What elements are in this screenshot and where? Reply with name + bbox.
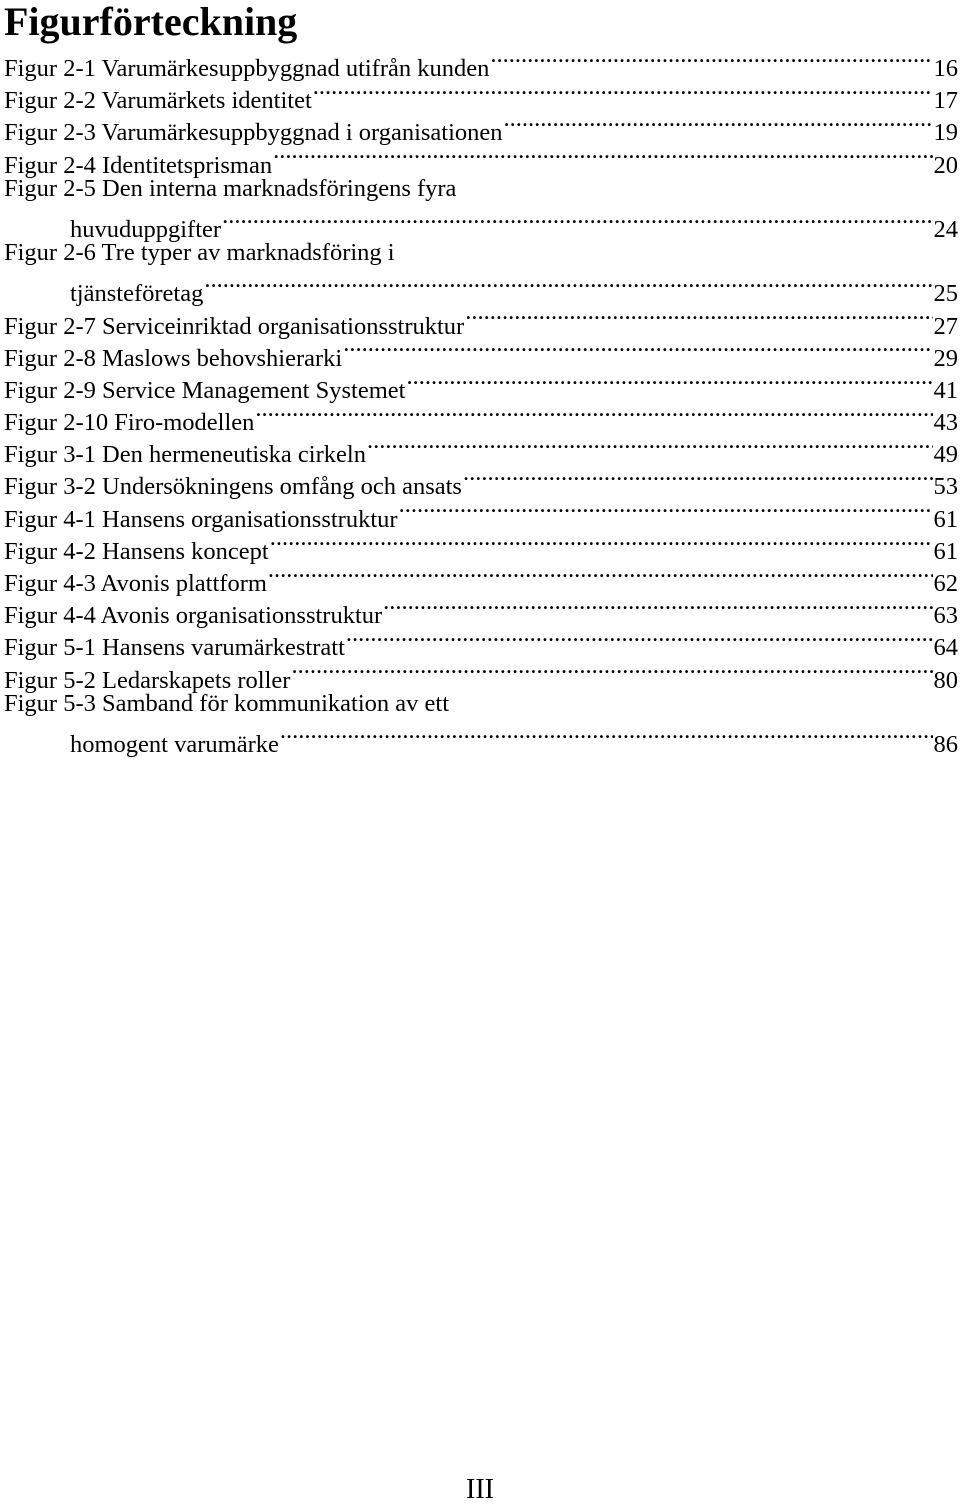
- toc-entry: [4, 44, 958, 82]
- dot-leader: [291, 656, 932, 688]
- entry-label-continuation: huvuduppgifter: [70, 215, 222, 243]
- dot-leader: [383, 591, 932, 623]
- toc-entry-first-line: [4, 688, 958, 720]
- entry-page-number: 41: [933, 376, 958, 404]
- entry-page-number: 29: [933, 344, 958, 372]
- toc-entry-first-line: [4, 173, 958, 205]
- dot-leader: [346, 623, 933, 655]
- entry-page-number: 43: [933, 409, 958, 437]
- page-title: Figurförteckning: [4, 0, 298, 44]
- entry-page-number: 49: [933, 441, 958, 469]
- entry-label: Figur 2-3 Varumärkesuppbyggnad i organisationen: [4, 119, 503, 147]
- dot-leader: [504, 108, 933, 140]
- entry-label: Figur 2-1 Varumärkesuppbyggnad utifrån kunden: [4, 55, 490, 82]
- entry-page-number: 86: [933, 730, 958, 758]
- toc-entry-continuation: [4, 720, 958, 758]
- entry-label: Figur 4-3 Avonis plattform: [4, 570, 267, 597]
- dot-leader: [490, 44, 932, 76]
- toc-entry-continuation: [4, 269, 958, 308]
- entry-page-number: 53: [933, 473, 958, 501]
- entry-page-number: 61: [933, 537, 958, 565]
- entry-page-number: 16: [933, 55, 958, 82]
- entry-page-number: 20: [933, 151, 958, 179]
- entry-page-number: 61: [933, 505, 958, 533]
- entry-page-number: 27: [933, 312, 958, 340]
- entry-page-number: 24: [933, 215, 958, 243]
- dot-leader: [222, 205, 932, 237]
- entry-label: Figur 4-1 Hansens organisationsstruktur: [4, 505, 398, 533]
- dot-leader: [463, 462, 933, 494]
- entry-page-number: 19: [933, 119, 958, 147]
- dot-leader: [367, 430, 933, 462]
- page-folio: III: [466, 1474, 494, 1505]
- entry-label: Figur 2-6 Tre typer av marknadsföring i: [4, 239, 395, 267]
- dot-leader: [343, 334, 932, 366]
- dot-leader: [280, 720, 933, 752]
- dot-leader: [313, 76, 933, 108]
- entry-label: Figur 2-9 Service Management Systemet: [4, 376, 406, 404]
- figure-list: [4, 44, 958, 758]
- dot-leader: [399, 495, 933, 527]
- entry-page-number: 25: [933, 280, 958, 308]
- entry-label: Figur 5-3 Samband för kommunikation av ett: [4, 689, 450, 717]
- dot-leader: [204, 269, 932, 301]
- entry-label: Figur 5-1 Hansens varumärkestratt: [4, 634, 345, 662]
- entry-label: Figur 4-2 Hansens koncept: [4, 537, 269, 565]
- entry-page-number: 62: [933, 570, 958, 597]
- entry-page-number: 64: [933, 634, 958, 662]
- entry-page-number: 17: [933, 87, 958, 115]
- dot-leader: [268, 559, 933, 591]
- entry-label: Figur 2-4 Identitetsprisman: [4, 151, 273, 179]
- entry-label: Figur 2-10 Firo-modellen: [4, 409, 255, 437]
- entry-label-continuation: tjänsteföretag: [70, 280, 204, 308]
- dot-leader: [270, 527, 933, 559]
- toc-entry-continuation: [4, 205, 958, 243]
- entry-label: Figur 3-2 Undersökningens omfång och ansats: [4, 473, 462, 501]
- entry-page-number: 80: [933, 666, 958, 694]
- entry-label: Figur 2-7 Serviceinriktad organisationsstruktur: [4, 312, 465, 340]
- entry-page-number: 63: [933, 602, 958, 630]
- dot-leader: [273, 141, 932, 173]
- dot-leader: [406, 366, 932, 398]
- entry-label-continuation: homogent varumärke: [70, 730, 279, 758]
- entry-label: Figur 2-8 Maslows behovshierarki: [4, 344, 343, 372]
- toc-entry-first-line: [4, 237, 958, 269]
- entry-label: Figur 5-2 Ledarskapets roller: [4, 666, 291, 694]
- entry-label: Figur 2-2 Varumärkets identitet: [4, 87, 312, 115]
- entry-label: Figur 2-5 Den interna marknadsföringens fyra: [4, 174, 457, 202]
- entry-label: Figur 4-4 Avonis organisationsstruktur: [4, 602, 383, 630]
- dot-leader: [255, 398, 932, 430]
- dot-leader: [465, 302, 932, 334]
- entry-label: Figur 3-1 Den hermeneutiska cirkeln: [4, 441, 366, 469]
